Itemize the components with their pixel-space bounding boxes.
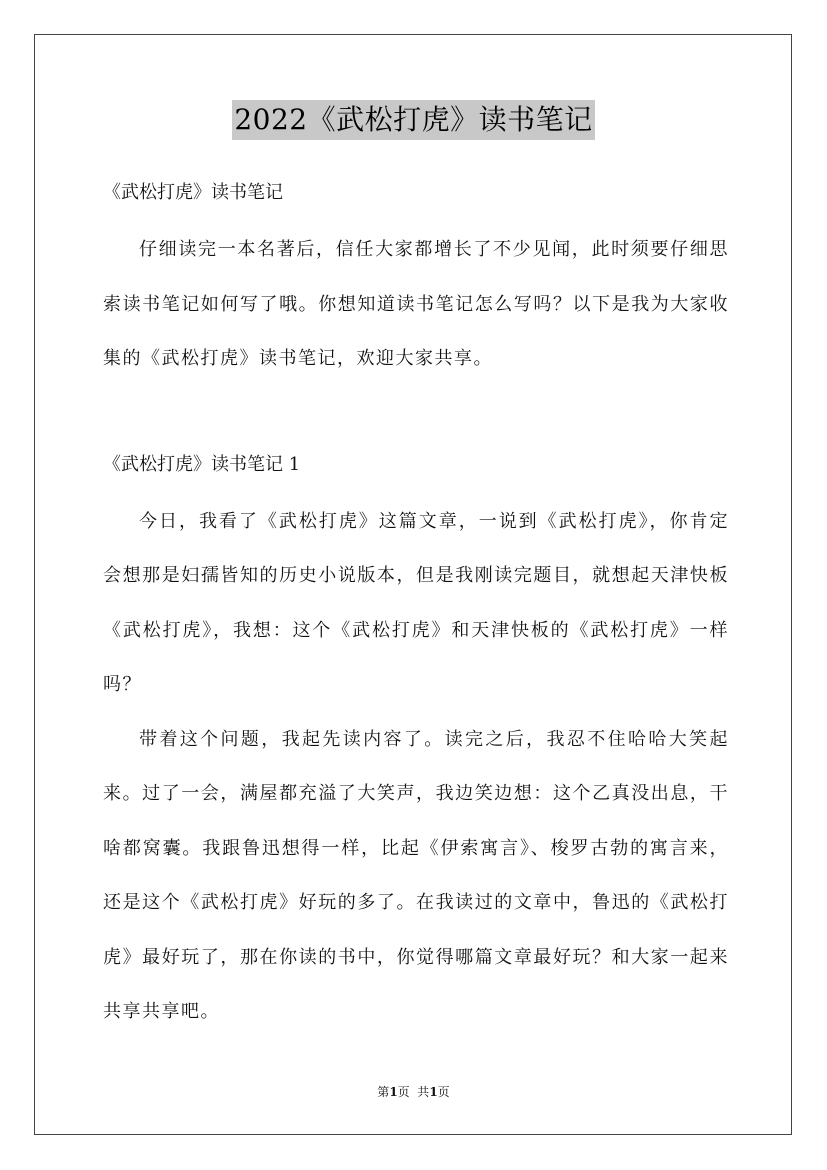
section-heading: 《武松打虎》读书笔记 1 xyxy=(103,453,301,475)
footer-middle: 页 共 xyxy=(397,1085,430,1099)
footer-prefix: 第 xyxy=(377,1085,390,1099)
body-paragraph-1: 今日，我看了《武松打虎》这篇文章，一说到《武松打虎》，你肯定会想那是妇孺皆知的历史小说版本，但是我刚读完题目，就想起天津快板《武松打虎》，我想：这个《武松打虎》和天津快板的《武松打虎》一样吗？ xyxy=(103,510,729,695)
title-container xyxy=(0,100,827,140)
footer-suffix: 页 xyxy=(437,1085,450,1099)
footer-page-total: 1 xyxy=(429,1085,438,1099)
page-footer xyxy=(0,1083,827,1101)
body-paragraph-2: 带着这个问题，我起先读内容了。读完之后，我忍不住哈哈大笑起来。过了一会，满屋都充溢了大笑声，我边笑边想：这个乙真没出息，干啥都窝囊。我跟鲁迅想得一样，比起《伊索寓言》、梭罗古勃的寓言来，还是这个《武松打虎》好玩的多了。在我读过的文章中，鲁迅的《武松打虎》最好玩了，那在你读的书中，你觉得哪篇文章最好玩？和大家一起来共享共享吧。 xyxy=(103,728,729,1022)
intro-paragraph: 仔细读完一本名著后，信任大家都增长了不少见闻，此时须要仔细思索读书笔记如何写了哦。你想知道读书笔记怎么写吗？以下是我为大家收集的《武松打虎》读书笔记，欢迎大家共享。 xyxy=(103,239,729,369)
document-title: 2022《武松打虎》读书笔记 xyxy=(232,100,594,140)
document-body xyxy=(103,175,729,1040)
footer-page-current: 1 xyxy=(389,1085,398,1099)
intro-heading: 《武松打虎》读书笔记 xyxy=(103,182,283,203)
